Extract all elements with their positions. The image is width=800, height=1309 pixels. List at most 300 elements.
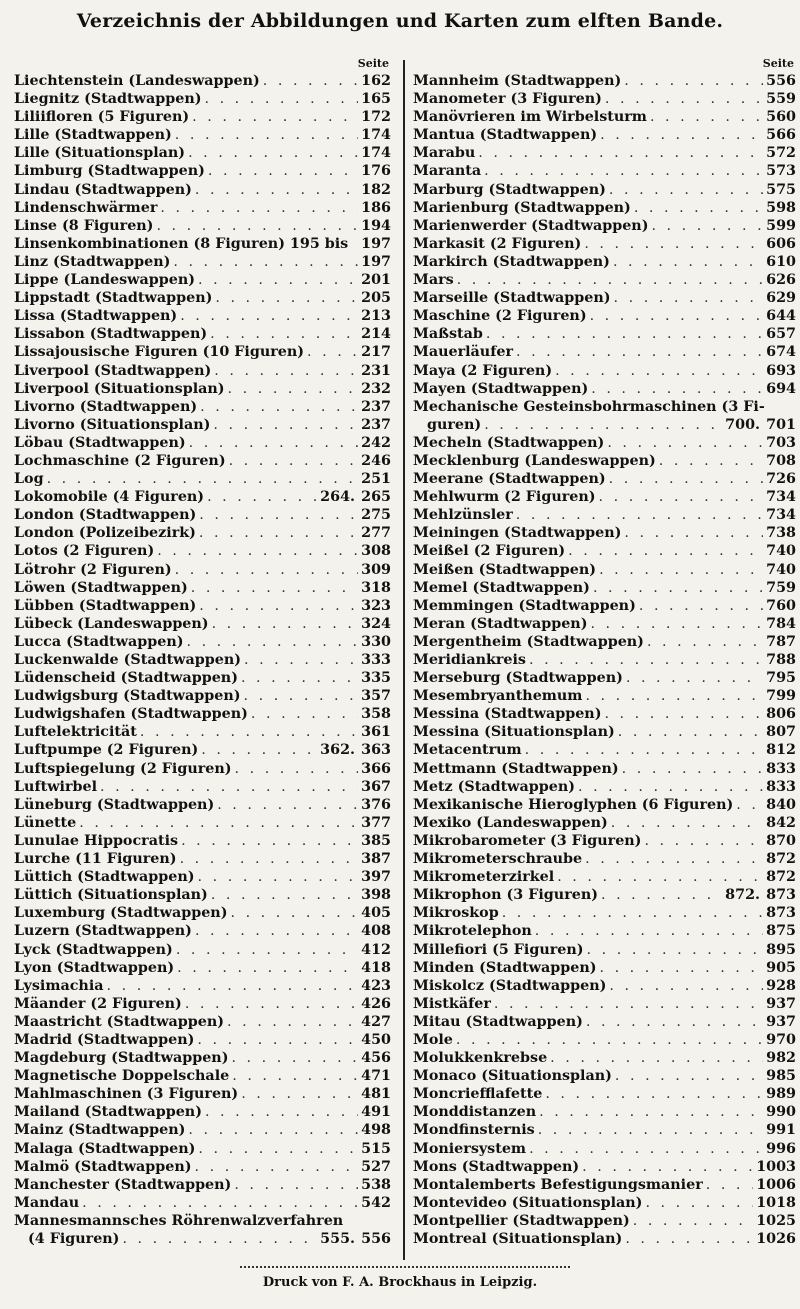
index-entry [413, 416, 796, 434]
leader-dots [244, 651, 358, 669]
index-entry [14, 669, 391, 687]
entry-page-number: 629 [766, 290, 796, 307]
index-entry [14, 760, 391, 778]
entry-title: Mainz (Stadtwappen) [14, 1122, 186, 1139]
entry-title: Madrid (Stadtwappen) [14, 1031, 195, 1048]
index-entry [14, 343, 391, 361]
leader-dots [604, 705, 763, 723]
entry-title: Lüdenscheid (Stadtwappen) [14, 670, 238, 687]
entry-title: Mikrobarometer (3 Figuren) [413, 832, 642, 849]
index-entry [14, 651, 391, 669]
entry-page-number: 610 [766, 253, 796, 270]
entry-title: Monddistanzen [413, 1104, 537, 1121]
leader-dots [736, 796, 763, 814]
entry-page-number: 214 [361, 326, 391, 343]
entry-extra-page: 555. [320, 1231, 355, 1247]
index-entry [413, 217, 796, 235]
index-entry [14, 217, 391, 235]
entry-page-number: 246 [361, 452, 391, 469]
leader-dots [457, 271, 763, 289]
entry-page-number: 335 [361, 670, 391, 687]
index-entry [413, 398, 796, 416]
entry-title: Mesembryanthemum [413, 688, 583, 705]
entry-page-number: 197 [361, 235, 391, 252]
entry-page-number: 176 [361, 163, 391, 180]
index-entry [413, 380, 796, 398]
leader-dots [525, 741, 763, 759]
entry-page-number: 197 [361, 253, 391, 270]
entry-page-number: 527 [361, 1158, 391, 1175]
index-entry [14, 524, 391, 542]
index-entry [14, 741, 391, 759]
entry-title: Mars [413, 272, 454, 289]
entry-title: Lüttich (Situationsplan) [14, 887, 208, 904]
index-entry [14, 181, 391, 199]
index-entry [413, 524, 796, 542]
entry-page-number: 408 [361, 923, 391, 940]
index-entry [413, 1103, 796, 1121]
entry-page-number: 657 [766, 326, 796, 343]
leader-dots [647, 633, 763, 651]
entry-title: Mauerläufer [413, 344, 513, 361]
entry-page-number: 367 [361, 778, 391, 795]
index-entry [14, 1158, 391, 1176]
index-entry [14, 778, 391, 796]
leader-dots [217, 796, 358, 814]
entry-page-number: 405 [361, 905, 391, 922]
entry-page-number: 498 [361, 1122, 391, 1139]
entry-page-number: 491 [361, 1104, 391, 1121]
index-entry [14, 959, 391, 977]
entry-page-number: 734 [766, 507, 796, 524]
index-entry [413, 904, 796, 922]
leader-dots [550, 1049, 763, 1067]
index-entry [413, 651, 796, 669]
leader-dots [212, 615, 358, 633]
entry-page-number: 556 [361, 1231, 391, 1247]
index-entry [14, 416, 391, 434]
leader-dots [639, 597, 763, 615]
index-entry [413, 235, 796, 253]
index-entry [14, 398, 391, 416]
entry-title: Mexiko (Landeswappen) [413, 814, 608, 831]
index-entry [14, 579, 391, 597]
leader-dots [529, 1140, 763, 1158]
leader-dots [200, 398, 358, 416]
leader-dots [198, 868, 358, 886]
leader-dots [614, 289, 763, 307]
entry-page-number: 812 [766, 742, 796, 759]
entry-extra-page: 264. [320, 489, 355, 506]
entry-title: Löwen (Stadtwappen) [14, 579, 188, 596]
entry-title: Mettmann (Stadtwappen) [413, 760, 619, 777]
entry-page-number: 385 [361, 832, 391, 849]
index-entry [413, 452, 796, 470]
entry-page-number: 471 [361, 1068, 391, 1085]
index-entry [413, 181, 796, 199]
index-entry [413, 687, 796, 705]
entry-page-number: 738 [766, 525, 796, 542]
index-entry [413, 995, 796, 1013]
index-entry [413, 126, 796, 144]
entry-title: Manövrieren im Wirbelsturm [413, 109, 647, 126]
entry-page-number: 644 [766, 308, 796, 325]
index-entry [413, 1121, 796, 1139]
leader-dots [231, 1049, 358, 1067]
index-entry [14, 705, 391, 723]
index-entry [14, 253, 391, 271]
entry-title: Maschine (2 Figuren) [413, 308, 587, 325]
entry-title: Luftspiegelung (2 Figuren) [14, 760, 232, 777]
leader-dots [204, 90, 358, 108]
entry-extra-page: 362. [320, 742, 355, 759]
index-entry [14, 126, 391, 144]
index-entry [413, 108, 796, 126]
entry-title: Memel (Stadtwappen) [413, 579, 590, 596]
entry-extra-page: 872. [725, 887, 760, 904]
entry-title: Molukkenkrebse [413, 1050, 548, 1067]
leader-dots [241, 669, 358, 687]
entry-title: Marienwerder (Stadtwappen) [413, 217, 649, 234]
entry-page-number: 573 [766, 163, 796, 180]
entry-page-number: 784 [766, 615, 796, 632]
entry-title: Limburg (Stadtwappen) [14, 163, 205, 180]
leader-dots [215, 289, 358, 307]
leader-dots [609, 181, 763, 199]
index-entry [14, 904, 391, 922]
entry-title: Meißel (2 Figuren) [413, 543, 566, 560]
entry-page-number: 795 [766, 670, 796, 687]
entry-page-number: 833 [766, 760, 796, 777]
entry-title: Liechtenstein (Landeswappen) [14, 73, 260, 89]
leader-dots [478, 144, 763, 162]
entry-title: Lissa (Stadtwappen) [14, 308, 178, 325]
entry-page-number: 275 [361, 507, 391, 524]
entry-page-number: 787 [766, 633, 796, 650]
entry-title: Lissabon (Stadtwappen) [14, 326, 208, 343]
leader-dots [618, 723, 763, 741]
entry-page-number: 734 [766, 489, 796, 506]
entry-title: Moncriefflafette [413, 1086, 543, 1103]
index-entry [14, 90, 391, 108]
entry-title: Malaga (Stadtwappen) [14, 1140, 196, 1157]
entry-page-number: 873 [766, 905, 796, 922]
entry-page-number: 996 [766, 1140, 796, 1157]
entry-title: Lübben (Stadtwappen) [14, 597, 197, 614]
entry-page-number: 324 [361, 615, 391, 632]
entry-page-number: 397 [361, 869, 391, 886]
entry-page-number: 989 [766, 1086, 796, 1103]
leader-dots [235, 760, 358, 778]
entry-page-number: 205 [361, 290, 391, 307]
entry-page-number: 726 [766, 471, 796, 488]
index-entry [413, 832, 796, 850]
entry-page-number: 895 [766, 941, 796, 958]
leader-dots [578, 778, 763, 796]
entry-page-number: 361 [361, 724, 391, 741]
entry-title: Lindenschwärmer [14, 199, 158, 216]
leader-dots [205, 1103, 358, 1121]
leader-dots [585, 850, 763, 868]
entry-title: Montalemberts Befestigungsmanier [413, 1176, 703, 1193]
leader-dots [230, 904, 358, 922]
leader-dots [502, 904, 763, 922]
index-entry [14, 633, 391, 651]
index-entry [413, 579, 796, 597]
leader-dots [607, 434, 763, 452]
index-entry [14, 470, 391, 488]
entry-title: Luzern (Stadtwappen) [14, 923, 192, 940]
index-entry [14, 1230, 391, 1248]
leader-dots [538, 1121, 763, 1139]
entry-page-number: 186 [361, 199, 391, 216]
leader-dots [605, 90, 763, 108]
entry-page-number: 309 [361, 561, 391, 578]
index-entry [413, 814, 796, 832]
entry-title: Mandau [14, 1194, 80, 1211]
index-entry [413, 760, 796, 778]
index-entry [14, 488, 391, 506]
entry-page-number: 277 [361, 525, 391, 542]
leader-dots [173, 253, 358, 271]
entry-title: Lille (Stadtwappen) [14, 127, 172, 144]
entry-page-number: 217 [361, 344, 391, 361]
entry-page-number: 703 [766, 434, 796, 451]
entry-title: Löbau (Stadtwappen) [14, 434, 186, 451]
entry-title: Lokomobile (4 Figuren) [14, 489, 205, 506]
entry-title: Mole [413, 1031, 453, 1048]
leader-dots [585, 687, 763, 705]
leader-dots [659, 452, 763, 470]
index-entry [14, 271, 391, 289]
leader-dots [211, 886, 358, 904]
entry-page-number: 542 [361, 1194, 391, 1211]
index-entry [413, 561, 796, 579]
index-entry [413, 1140, 796, 1158]
entry-page-number: 182 [361, 181, 391, 198]
entry-page-number: 456 [361, 1050, 391, 1067]
entry-page-number: 990 [766, 1104, 796, 1121]
leader-dots [160, 199, 358, 217]
entry-title: Ludwigshafen (Stadtwappen) [14, 706, 248, 723]
index-entry [14, 977, 391, 995]
printer-imprint: Druck von F. A. Brockhaus in Leipzig. [262, 1275, 538, 1290]
entry-title: Luftpumpe (2 Figuren) [14, 742, 199, 759]
entry-page-number: 693 [766, 362, 796, 379]
entry-page-number: 330 [361, 633, 391, 650]
index-entry [413, 868, 796, 886]
index-entry [413, 1013, 796, 1031]
entry-title: Maßstab [413, 326, 483, 343]
index-entry [14, 325, 391, 343]
entry-page-number: 928 [766, 977, 796, 994]
index-entry [14, 796, 391, 814]
index-entry [14, 687, 391, 705]
entry-page-number: 1025 [756, 1212, 796, 1229]
entry-page-number: 323 [361, 597, 391, 614]
entry-page-number: 194 [361, 217, 391, 234]
entry-title: Lüneburg (Stadtwappen) [14, 796, 215, 813]
entry-page-number: 982 [766, 1050, 796, 1067]
leader-dots [494, 995, 763, 1013]
entry-page-number: 515 [361, 1140, 391, 1157]
entry-page-number: 231 [361, 362, 391, 379]
entry-title: Magnetische Doppelschale [14, 1068, 230, 1085]
index-entry [413, 253, 796, 271]
leader-dots [634, 199, 763, 217]
entry-title: Mantua (Stadtwappen) [413, 127, 598, 144]
entry-page-number: 788 [766, 652, 796, 668]
leader-dots [192, 108, 358, 126]
leader-dots [557, 868, 763, 886]
entry-page-number: 799 [766, 688, 796, 705]
entry-page-number: 740 [766, 543, 796, 560]
entry-page-number: 265 [361, 489, 391, 506]
entry-title: Messina (Situationsplan) [413, 724, 615, 741]
leader-dots [529, 651, 763, 669]
leader-dots [609, 977, 763, 995]
leader-dots [609, 470, 763, 488]
left-entry-list [14, 72, 391, 1248]
leader-dots [626, 669, 763, 687]
entry-title: Lunulae Hippocratis [14, 832, 179, 849]
index-entry [14, 1067, 391, 1085]
entry-page-number: 363 [361, 742, 391, 759]
leader-dots [214, 362, 358, 380]
index-entry [413, 162, 796, 180]
entry-page-number: 1006 [756, 1176, 796, 1193]
entry-title: Lotos (2 Figuren) [14, 543, 155, 560]
index-entry [14, 1049, 391, 1067]
leader-dots [47, 470, 358, 488]
index-entry [413, 325, 796, 343]
index-entry [413, 1158, 796, 1176]
leader-dots [82, 1194, 358, 1212]
index-entry [14, 723, 391, 741]
entry-title: Montpellier (Stadtwappen) [413, 1212, 630, 1229]
index-entry [14, 235, 391, 253]
entry-title: Lötrohr (2 Figuren) [14, 561, 172, 578]
entry-title: Mexikanische Hieroglyphen (6 Figuren) [413, 796, 734, 813]
leader-dots [228, 380, 358, 398]
leader-dots [79, 814, 358, 832]
entry-title: Lippe (Landeswappen) [14, 272, 195, 289]
index-entry [14, 144, 391, 162]
entry-page-number: 232 [361, 380, 391, 397]
entry-title: Mikrophon (3 Figuren) [413, 887, 598, 904]
entry-title: Lucca (Stadtwappen) [14, 633, 184, 650]
index-entry [413, 705, 796, 723]
entry-page-number: 840 [766, 796, 796, 813]
leader-dots [188, 144, 358, 162]
entry-page-number: 807 [766, 724, 796, 741]
entry-title: Mehlwurm (2 Figuren) [413, 489, 596, 506]
entry-title: Merseburg (Stadtwappen) [413, 670, 623, 687]
entry-title: Meridiankreis [413, 652, 526, 668]
entry-title: Lünette [14, 814, 77, 831]
entry-title: Marabu [413, 145, 476, 162]
index-entry [14, 886, 391, 904]
index-entry [413, 307, 796, 325]
entry-page-number: 251 [361, 471, 391, 488]
entry-title: Markirch (Stadtwappen) [413, 253, 610, 270]
leader-dots [156, 217, 358, 235]
entry-title: Meerane (Stadtwappen) [413, 471, 606, 488]
index-entry [14, 1085, 391, 1103]
entry-extra-page: 700. [725, 416, 760, 433]
leader-dots [229, 452, 358, 470]
leader-dots [590, 307, 763, 325]
entry-page-number: 481 [361, 1086, 391, 1103]
leader-dots [175, 126, 358, 144]
leader-dots [486, 325, 763, 343]
index-entry [413, 289, 796, 307]
leader-dots [645, 1194, 753, 1212]
leader-dots [195, 181, 358, 199]
index-entry [413, 796, 796, 814]
entry-page-number: 606 [766, 235, 796, 252]
leader-dots [232, 1067, 358, 1085]
entry-title: Log [14, 471, 44, 488]
entry-page-number: 905 [766, 959, 796, 976]
leader-dots [199, 506, 358, 524]
index-entry [14, 832, 391, 850]
index-entry [413, 615, 796, 633]
entry-title: Meiningen (Stadtwappen) [413, 525, 622, 542]
entry-title: Linsenkombinationen (8 Figuren) 195 bis [14, 235, 349, 252]
entry-page-number: 740 [766, 561, 796, 578]
leader-dots [600, 959, 764, 977]
entry-title: Luxemburg (Stadtwappen) [14, 905, 228, 922]
entry-title: Ludwigsburg (Stadtwappen) [14, 688, 241, 705]
index-entry [14, 995, 391, 1013]
leader-dots [622, 760, 763, 778]
index-entry [14, 362, 391, 380]
index-entry [14, 289, 391, 307]
entry-title: Mitau (Stadtwappen) [413, 1013, 583, 1030]
entry-title: Metacentrum [413, 742, 522, 759]
index-entry [14, 814, 391, 832]
index-entry [413, 1230, 796, 1248]
leader-dots [207, 488, 317, 506]
entry-page-number: 377 [361, 814, 391, 831]
index-entry [14, 1140, 391, 1158]
index-entry [413, 506, 796, 524]
entry-title: Magdeburg (Stadtwappen) [14, 1050, 229, 1067]
entry-page-number: 598 [766, 199, 796, 216]
leader-dots [234, 1176, 358, 1194]
entry-title: Lübeck (Landeswappen) [14, 615, 209, 632]
entry-page-number: 213 [361, 308, 391, 325]
leader-dots [600, 126, 763, 144]
entry-page-number: 398 [361, 887, 391, 904]
entry-title: Monaco (Situationsplan) [413, 1068, 612, 1085]
leader-dots [706, 1176, 753, 1194]
leader-dots [180, 307, 358, 325]
leader-dots [582, 1158, 753, 1176]
leader-dots [615, 1067, 763, 1085]
index-entry [14, 1031, 391, 1049]
leader-dots [644, 832, 763, 850]
entry-page-number: 674 [766, 344, 796, 361]
leader-dots [263, 72, 358, 90]
leader-dots [599, 488, 763, 506]
leader-dots [625, 1230, 753, 1248]
leader-dots [185, 995, 358, 1013]
leader-dots [535, 922, 763, 940]
entry-title: Mons (Stadtwappen) [413, 1158, 580, 1175]
right-entry-list [413, 72, 796, 1248]
